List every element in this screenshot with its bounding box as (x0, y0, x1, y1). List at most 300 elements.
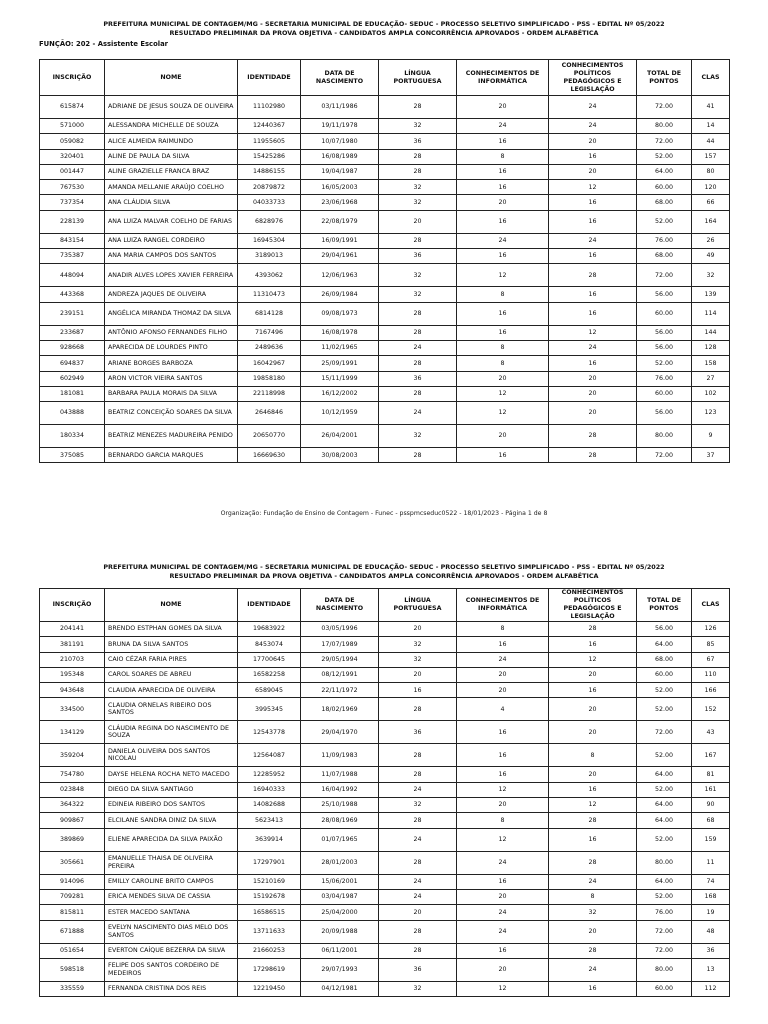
cell-identidade: 6589045 (238, 683, 301, 698)
cell-identidade: 20650770 (238, 425, 301, 448)
cell-data-nascimento: 16/12/2002 (301, 386, 379, 401)
column-header-informatica: CONHECIMENTOS DE INFORMÁTICA (457, 60, 549, 96)
cell-total-pontos: 52.00 (637, 210, 692, 233)
cell-total-pontos: 60.00 (637, 386, 692, 401)
cell-informatica: 24 (457, 905, 549, 920)
cell-identidade: 2489636 (238, 340, 301, 355)
cell-inscricao: 843154 (40, 233, 105, 248)
cell-informatica: 20 (457, 683, 549, 698)
cell-inscricao: 051654 (40, 943, 105, 958)
cell-inscricao: 598518 (40, 958, 105, 981)
table-row (40, 828, 730, 851)
cell-informatica: 16 (457, 943, 549, 958)
table-row (40, 402, 730, 425)
column-header-identidade: IDENTIDADE (238, 60, 301, 96)
cell-nome: ELCILANE SANDRA DINIZ DA SILVA (105, 813, 238, 828)
cell-identidade: 19683922 (238, 622, 301, 637)
header-title: PREFEITURA MUNICIPAL DE CONTAGEM/MG - SECRETARIA MUNICIPAL DE EDUCAÇÃO- SEDUC - PROCESSO SELETIVO SIMPLIFICADO - PSS - EDITAL Nº 05/2022 (103, 563, 665, 571)
cell-nome: DIEGO DA SILVA SANTIAGO (105, 782, 238, 797)
cell-politicos-pedagogicos: 24 (549, 233, 637, 248)
cell-inscricao: 228139 (40, 210, 105, 233)
cell-identidade: 2646846 (238, 402, 301, 425)
cell-clas: 161 (692, 782, 730, 797)
cell-identidade: 13711633 (238, 920, 301, 943)
cell-nome: BRUNA DA SILVA SANTOS (105, 637, 238, 652)
cell-inscricao: 180334 (40, 425, 105, 448)
cell-clas: 168 (692, 889, 730, 904)
table-row (40, 180, 730, 195)
cell-total-pontos: 76.00 (637, 371, 692, 386)
cell-politicos-pedagogicos: 28 (549, 622, 637, 637)
cell-inscricao: 602949 (40, 371, 105, 386)
cell-informatica: 16 (457, 180, 549, 195)
table-row (40, 782, 730, 797)
cell-inscricao: 210703 (40, 652, 105, 667)
cell-lingua-portuguesa: 32 (379, 195, 457, 210)
cell-data-nascimento: 22/08/1979 (301, 210, 379, 233)
cell-politicos-pedagogicos: 16 (549, 249, 637, 264)
cell-total-pontos: 72.00 (637, 721, 692, 744)
cell-politicos-pedagogicos: 16 (549, 981, 637, 996)
cell-politicos-pedagogicos: 20 (549, 667, 637, 682)
cell-lingua-portuguesa: 32 (379, 637, 457, 652)
table-row (40, 164, 730, 179)
cell-nome: ARON VICTOR VIEIRA SANTOS (105, 371, 238, 386)
cell-informatica: 24 (457, 233, 549, 248)
cell-informatica: 20 (457, 889, 549, 904)
cell-politicos-pedagogicos: 20 (549, 164, 637, 179)
cell-inscricao: 043888 (40, 402, 105, 425)
cell-data-nascimento: 03/11/1986 (301, 96, 379, 119)
cell-total-pontos: 64.00 (637, 798, 692, 813)
cell-total-pontos: 64.00 (637, 767, 692, 782)
cell-total-pontos: 56.00 (637, 340, 692, 355)
cell-total-pontos: 52.00 (637, 356, 692, 371)
cell-lingua-portuguesa: 28 (379, 767, 457, 782)
cell-total-pontos: 64.00 (637, 637, 692, 652)
cell-inscricao: 914096 (40, 874, 105, 889)
cell-nome: ANADIR ALVES LOPES XAVIER FERREIRA (105, 264, 238, 287)
cell-nome: DANIELA OLIVEIRA DOS SANTOS NICOLAU (105, 744, 238, 767)
cell-data-nascimento: 16/04/1992 (301, 782, 379, 797)
table-row (40, 767, 730, 782)
cell-nome: EVERTON CAÍQUE BEZERRA DA SILVA (105, 943, 238, 958)
cell-politicos-pedagogicos: 28 (549, 943, 637, 958)
cell-nome: BERNARDO GARCIA MARQUES (105, 448, 238, 463)
cell-clas: 114 (692, 302, 730, 325)
cell-lingua-portuguesa: 36 (379, 249, 457, 264)
cell-politicos-pedagogicos: 24 (549, 340, 637, 355)
cell-data-nascimento: 17/07/1989 (301, 637, 379, 652)
cell-informatica: 12 (457, 402, 549, 425)
cell-nome: AMANDA MELLANIE ARAÚJO COELHO (105, 180, 238, 195)
page-footer: Organização: Fundação de Ensino de Contagem - Funec - psspmcseduc0522 - 18/01/2023 - Página 1 de 8 (220, 510, 548, 517)
cell-clas: 159 (692, 828, 730, 851)
cell-lingua-portuguesa: 28 (379, 813, 457, 828)
cell-lingua-portuguesa: 28 (379, 356, 457, 371)
cell-nome: ANGÉLICA MIRANDA THOMAZ DA SILVA (105, 302, 238, 325)
cell-identidade: 15210169 (238, 874, 301, 889)
cell-identidade: 11102980 (238, 96, 301, 119)
cell-data-nascimento: 11/07/1988 (301, 767, 379, 782)
cell-inscricao: 305661 (40, 851, 105, 874)
cell-politicos-pedagogicos: 16 (549, 683, 637, 698)
cell-politicos-pedagogicos: 24 (549, 96, 637, 119)
funcao-label: FUNÇÃO: 202 - Assistente Escolar (39, 40, 169, 48)
cell-inscricao: 694837 (40, 356, 105, 371)
cell-informatica: 8 (457, 622, 549, 637)
cell-lingua-portuguesa: 28 (379, 233, 457, 248)
table-row (40, 683, 730, 698)
cell-data-nascimento: 18/02/1969 (301, 698, 379, 721)
cell-total-pontos: 56.00 (637, 402, 692, 425)
cell-informatica: 20 (457, 798, 549, 813)
cell-total-pontos: 56.00 (637, 287, 692, 302)
cell-politicos-pedagogicos: 20 (549, 386, 637, 401)
cell-total-pontos: 60.00 (637, 302, 692, 325)
cell-identidade: 3995345 (238, 698, 301, 721)
cell-identidade: 4393062 (238, 264, 301, 287)
cell-informatica: 8 (457, 813, 549, 828)
cell-informatica: 16 (457, 302, 549, 325)
cell-politicos-pedagogicos: 8 (549, 889, 637, 904)
cell-lingua-portuguesa: 16 (379, 683, 457, 698)
column-header-total-pontos: TOTAL DE PONTOS (637, 589, 692, 622)
cell-nome: CAIO CÉZAR FARIA PIRES (105, 652, 238, 667)
cell-informatica: 12 (457, 386, 549, 401)
cell-data-nascimento: 16/08/1978 (301, 325, 379, 340)
cell-total-pontos: 52.00 (637, 683, 692, 698)
cell-data-nascimento: 11/02/1965 (301, 340, 379, 355)
cell-politicos-pedagogicos: 20 (549, 920, 637, 943)
cell-nome: CLÁUDIA REGINA DO NASCIMENTO DE SOUZA (105, 721, 238, 744)
cell-lingua-portuguesa: 24 (379, 828, 457, 851)
table-row (40, 96, 730, 119)
cell-lingua-portuguesa: 32 (379, 287, 457, 302)
cell-inscricao: 571000 (40, 119, 105, 134)
cell-nome: DAYSE HELENA ROCHA NETO MACEDO (105, 767, 238, 782)
cell-identidade: 15192678 (238, 889, 301, 904)
cell-nome: ADRIANE DE JESUS SOUZA DE OLIVEIRA (105, 96, 238, 119)
table-row (40, 264, 730, 287)
cell-lingua-portuguesa: 32 (379, 981, 457, 996)
table-row (40, 149, 730, 164)
cell-inscricao: 334500 (40, 698, 105, 721)
cell-nome: ANA LUIZA MALVAR COELHO DE FARIAS (105, 210, 238, 233)
cell-informatica: 12 (457, 828, 549, 851)
table-row (40, 958, 730, 981)
column-header-lingua-portuguesa: LÍNGUA PORTUGUESA (379, 589, 457, 622)
cell-nome: BARBARA PAULA MORAIS DA SILVA (105, 386, 238, 401)
cell-identidade: 7167496 (238, 325, 301, 340)
cell-lingua-portuguesa: 24 (379, 402, 457, 425)
cell-informatica: 20 (457, 96, 549, 119)
cell-clas: 48 (692, 920, 730, 943)
cell-clas: 81 (692, 767, 730, 782)
cell-lingua-portuguesa: 20 (379, 667, 457, 682)
cell-informatica: 16 (457, 874, 549, 889)
cell-data-nascimento: 01/07/1965 (301, 828, 379, 851)
cell-total-pontos: 64.00 (637, 874, 692, 889)
cell-inscricao: 943648 (40, 683, 105, 698)
cell-identidade: 22118998 (238, 386, 301, 401)
table-row (40, 874, 730, 889)
cell-politicos-pedagogicos: 24 (549, 874, 637, 889)
cell-inscricao: 709281 (40, 889, 105, 904)
cell-data-nascimento: 16/08/1989 (301, 149, 379, 164)
column-header-inscricao: INSCRIÇÃO (40, 60, 105, 96)
cell-nome: EMANUELLE THAISA DE OLIVEIRA PEREIRA (105, 851, 238, 874)
table-row (40, 448, 730, 463)
cell-lingua-portuguesa: 36 (379, 958, 457, 981)
cell-nome: EDINEIA RIBEIRO DOS SANTOS (105, 798, 238, 813)
cell-informatica: 8 (457, 149, 549, 164)
cell-politicos-pedagogicos: 12 (549, 798, 637, 813)
cell-lingua-portuguesa: 24 (379, 874, 457, 889)
cell-lingua-portuguesa: 24 (379, 340, 457, 355)
cell-data-nascimento: 26/09/1984 (301, 287, 379, 302)
cell-lingua-portuguesa: 36 (379, 371, 457, 386)
cell-inscricao: 239151 (40, 302, 105, 325)
cell-clas: 139 (692, 287, 730, 302)
cell-data-nascimento: 11/09/1983 (301, 744, 379, 767)
column-header-nome: NOME (105, 589, 238, 622)
cell-politicos-pedagogicos: 16 (549, 356, 637, 371)
cell-identidade: 12564087 (238, 744, 301, 767)
cell-identidade: 8453074 (238, 637, 301, 652)
cell-inscricao: 204141 (40, 622, 105, 637)
cell-politicos-pedagogicos: 20 (549, 698, 637, 721)
cell-clas: 80 (692, 164, 730, 179)
cell-data-nascimento: 16/09/1991 (301, 233, 379, 248)
cell-informatica: 24 (457, 119, 549, 134)
cell-lingua-portuguesa: 20 (379, 905, 457, 920)
results-table (39, 588, 730, 997)
cell-lingua-portuguesa: 28 (379, 698, 457, 721)
table-header-row (40, 60, 730, 96)
cell-clas: 144 (692, 325, 730, 340)
table-row (40, 637, 730, 652)
cell-inscricao: 448094 (40, 264, 105, 287)
cell-identidade: 17297901 (238, 851, 301, 874)
table-row (40, 119, 730, 134)
column-header-lingua-portuguesa: LÍNGUA PORTUGUESA (379, 60, 457, 96)
table-row (40, 287, 730, 302)
table-body (40, 96, 730, 463)
cell-nome: FERNANDA CRISTINA DOS REIS (105, 981, 238, 996)
cell-informatica: 8 (457, 356, 549, 371)
cell-clas: 110 (692, 667, 730, 682)
cell-total-pontos: 52.00 (637, 698, 692, 721)
table-row (40, 905, 730, 920)
cell-lingua-portuguesa: 32 (379, 798, 457, 813)
cell-identidade: 14082688 (238, 798, 301, 813)
table-row (40, 721, 730, 744)
cell-lingua-portuguesa: 28 (379, 744, 457, 767)
cell-nome: ALESSANDRA MICHELLE DE SOUZA (105, 119, 238, 134)
cell-lingua-portuguesa: 36 (379, 721, 457, 744)
table-row (40, 652, 730, 667)
cell-data-nascimento: 29/04/1961 (301, 249, 379, 264)
cell-clas: 166 (692, 683, 730, 698)
table-header-row (40, 589, 730, 622)
cell-lingua-portuguesa: 32 (379, 119, 457, 134)
cell-identidade: 16586515 (238, 905, 301, 920)
cell-clas: 11 (692, 851, 730, 874)
cell-informatica: 16 (457, 164, 549, 179)
cell-informatica: 16 (457, 448, 549, 463)
cell-politicos-pedagogicos: 12 (549, 652, 637, 667)
cell-identidade: 6814128 (238, 302, 301, 325)
cell-identidade: 12219450 (238, 981, 301, 996)
table-row (40, 943, 730, 958)
cell-inscricao: 909867 (40, 813, 105, 828)
cell-clas: 158 (692, 356, 730, 371)
table-row (40, 134, 730, 149)
table-row (40, 813, 730, 828)
cell-inscricao: 375085 (40, 448, 105, 463)
cell-nome: CLAUDIA APARECIDA DE OLIVEIRA (105, 683, 238, 698)
results-table (39, 59, 730, 463)
cell-clas: 90 (692, 798, 730, 813)
cell-inscricao: 815811 (40, 905, 105, 920)
cell-politicos-pedagogicos: 28 (549, 425, 637, 448)
cell-inscricao: 389869 (40, 828, 105, 851)
cell-total-pontos: 72.00 (637, 943, 692, 958)
cell-nome: ALINE DE PAULA DA SILVA (105, 149, 238, 164)
cell-total-pontos: 68.00 (637, 652, 692, 667)
cell-total-pontos: 68.00 (637, 249, 692, 264)
cell-clas: 126 (692, 622, 730, 637)
cell-data-nascimento: 15/06/2001 (301, 874, 379, 889)
table-row (40, 622, 730, 637)
cell-inscricao: 928668 (40, 340, 105, 355)
cell-clas: 102 (692, 386, 730, 401)
cell-nome: ESTER MACEDO SANTANA (105, 905, 238, 920)
cell-informatica: 12 (457, 264, 549, 287)
cell-politicos-pedagogicos: 16 (549, 782, 637, 797)
cell-lingua-portuguesa: 36 (379, 134, 457, 149)
cell-clas: 67 (692, 652, 730, 667)
cell-lingua-portuguesa: 20 (379, 622, 457, 637)
cell-data-nascimento: 15/11/1999 (301, 371, 379, 386)
cell-clas: 157 (692, 149, 730, 164)
cell-nome: CLAUDIA ORNELAS RIBEIRO DOS SANTOS (105, 698, 238, 721)
cell-nome: BEATRIZ MENEZES MADUREIRA PENIDO (105, 425, 238, 448)
cell-total-pontos: 72.00 (637, 920, 692, 943)
cell-nome: ANDREZA JAQUES DE OLIVEIRA (105, 287, 238, 302)
cell-data-nascimento: 28/08/1969 (301, 813, 379, 828)
cell-inscricao: 023848 (40, 782, 105, 797)
table-row (40, 210, 730, 233)
cell-informatica: 20 (457, 667, 549, 682)
cell-informatica: 20 (457, 195, 549, 210)
cell-data-nascimento: 22/11/1972 (301, 683, 379, 698)
column-header-politicos-pedagogicos: CONHECIMENTOS POLÍTICOS PEDAGÓGICOS E LEGISLAÇÃO (549, 60, 637, 96)
cell-politicos-pedagogicos: 28 (549, 813, 637, 828)
cell-politicos-pedagogicos: 16 (549, 149, 637, 164)
cell-clas: 14 (692, 119, 730, 134)
cell-nome: ANA LUIZA RANGEL CORDEIRO (105, 233, 238, 248)
cell-data-nascimento: 20/09/1988 (301, 920, 379, 943)
table-row (40, 371, 730, 386)
cell-lingua-portuguesa: 32 (379, 425, 457, 448)
cell-identidade: 6828976 (238, 210, 301, 233)
cell-nome: ANA MARIA CAMPOS DOS SANTOS (105, 249, 238, 264)
cell-politicos-pedagogicos: 16 (549, 287, 637, 302)
cell-politicos-pedagogicos: 20 (549, 767, 637, 782)
cell-data-nascimento: 10/12/1959 (301, 402, 379, 425)
cell-identidade: 17298619 (238, 958, 301, 981)
cell-identidade: 04033733 (238, 195, 301, 210)
cell-data-nascimento: 08/12/1991 (301, 667, 379, 682)
cell-lingua-portuguesa: 28 (379, 302, 457, 325)
cell-lingua-portuguesa: 28 (379, 325, 457, 340)
cell-lingua-portuguesa: 28 (379, 943, 457, 958)
cell-data-nascimento: 04/12/1981 (301, 981, 379, 996)
column-header-politicos-pedagogicos: CONHECIMENTOS POLÍTICOS PEDAGÓGICOS E LEGISLAÇÃO (549, 589, 637, 622)
column-header-total-pontos: TOTAL DE PONTOS (637, 60, 692, 96)
column-header-inscricao: INSCRIÇÃO (40, 589, 105, 622)
header-title: PREFEITURA MUNICIPAL DE CONTAGEM/MG - SECRETARIA MUNICIPAL DE EDUCAÇÃO- SEDUC - PROCESSO SELETIVO SIMPLIFICADO - PSS - EDITAL Nº 05/2022 (103, 20, 665, 28)
cell-clas: 44 (692, 134, 730, 149)
cell-clas: 128 (692, 340, 730, 355)
cell-inscricao: 767530 (40, 180, 105, 195)
cell-total-pontos: 60.00 (637, 981, 692, 996)
cell-lingua-portuguesa: 32 (379, 652, 457, 667)
cell-total-pontos: 60.00 (637, 180, 692, 195)
cell-lingua-portuguesa: 28 (379, 851, 457, 874)
cell-nome: CAROL SOARES DE ABREU (105, 667, 238, 682)
cell-total-pontos: 76.00 (637, 233, 692, 248)
cell-clas: 13 (692, 958, 730, 981)
cell-nome: FELIPE DOS SANTOS CORDEIRO DE MEDEIROS (105, 958, 238, 981)
cell-nome: ANA CLÁUDIA SILVA (105, 195, 238, 210)
cell-total-pontos: 80.00 (637, 119, 692, 134)
cell-inscricao: 381191 (40, 637, 105, 652)
column-header-identidade: IDENTIDADE (238, 589, 301, 622)
table-row (40, 249, 730, 264)
cell-inscricao: 364322 (40, 798, 105, 813)
cell-clas: 167 (692, 744, 730, 767)
cell-informatica: 12 (457, 981, 549, 996)
cell-inscricao: 615874 (40, 96, 105, 119)
cell-total-pontos: 52.00 (637, 744, 692, 767)
cell-data-nascimento: 19/11/1978 (301, 119, 379, 134)
cell-informatica: 8 (457, 340, 549, 355)
cell-lingua-portuguesa: 28 (379, 164, 457, 179)
cell-data-nascimento: 29/07/1993 (301, 958, 379, 981)
cell-informatica: 8 (457, 287, 549, 302)
cell-total-pontos: 72.00 (637, 448, 692, 463)
cell-clas: 27 (692, 371, 730, 386)
cell-total-pontos: 64.00 (637, 164, 692, 179)
cell-nome: ANTÔNIO AFONSO FERNANDES FILHO (105, 325, 238, 340)
cell-total-pontos: 68.00 (637, 195, 692, 210)
cell-lingua-portuguesa: 28 (379, 149, 457, 164)
cell-inscricao: 671888 (40, 920, 105, 943)
cell-data-nascimento: 03/05/1996 (301, 622, 379, 637)
cell-identidade: 17700645 (238, 652, 301, 667)
cell-politicos-pedagogicos: 24 (549, 119, 637, 134)
cell-informatica: 12 (457, 782, 549, 797)
cell-total-pontos: 60.00 (637, 667, 692, 682)
cell-clas: 9 (692, 425, 730, 448)
cell-inscricao: 001447 (40, 164, 105, 179)
cell-politicos-pedagogicos: 16 (549, 210, 637, 233)
table-row (40, 920, 730, 943)
cell-informatica: 4 (457, 698, 549, 721)
